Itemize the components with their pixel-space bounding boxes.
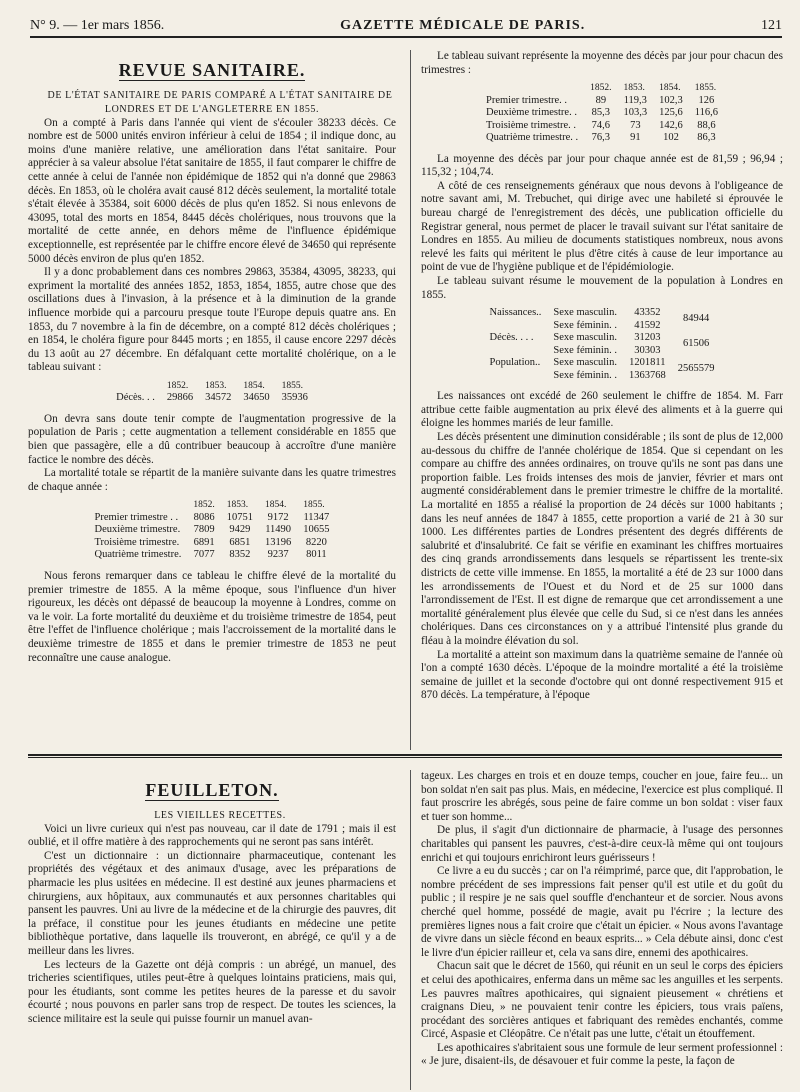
row-label: Naissances..	[489, 307, 542, 319]
cell: 8220	[305, 536, 327, 548]
population-table	[484, 307, 721, 382]
row-label: Décès. . .	[116, 392, 155, 404]
paragraph: Nous ferons remarquer dans ce tableau le chiffre élevé de la mortalité du premier trimestre de 1855. A la même époque, sous l'influence d'un hiver rigoureux, les décès ont dépassé de beaucoup la moyenne à Londres, comme on va le voir. La forte mortalité du deuxième et du troisième trimestre de 1854, peut être l'effet de l'influence cholérique ; mais l'accroissement de la mortalité dans le deuxième trimestre de 1855 et dans le premier trimestre de 1853 ne peut reconnaître une cause analogue.	[28, 569, 396, 664]
total-cell: 2565579	[677, 363, 715, 375]
paragraph: Le tableau suivant résume le mouvement de la population à Londres en 1855.	[421, 275, 783, 301]
feuilleton-left-column	[28, 770, 396, 1090]
row-label: Premier trimestre . .	[94, 511, 179, 523]
paragraph: Le tableau suivant représente la moyenne des décès par jour pour chacun des trimestres :	[421, 50, 783, 76]
row-label: Décès. . . .	[489, 332, 534, 344]
row-label: Quatrième trimestre.	[94, 549, 182, 561]
paragraph: On a compté à Paris dans l'année qui vient de s'écouler 38233 décès. Ce nombre est de 5000 unités environ inférieur à celui de 1854 ; il indique donc, au moins d'une manière relative, une amélioration dans l'état sanitaire. Pour apprécier à sa valeur absolue l'état sanitaire de 1855, il faut comparer le chiffre de cette année à celui de l'année non épidémique de 1852 qui n'a donné que 29863 décès. En 1853, où le choléra avait causé 812 décès seulement, la mortalité totale s'était élevée à 35384, soit 6000 décès de plus qu'en 1852. Si nous enlevons de 43095, total des morts en 1854, 8445 décès cholériques, nous trouvons que la mortalité de cette année, en dehors même de l'influence épidémique exceptionnelle, est représentée par le chiffre encore élevé de 34650 qui représente 5000 décès environ de plus qu'en 1852.	[28, 116, 396, 265]
cell: 6851	[229, 536, 251, 548]
section-divider	[28, 757, 782, 758]
year-header: 1852.	[193, 500, 215, 511]
cell: 88,6	[697, 119, 716, 131]
cell: 11347	[303, 511, 330, 523]
year-header: 1852.	[590, 83, 612, 94]
paragraph: Les apothicaires s'abritaient sous une formule de leur serment professionnel : « Je jure, disaient-ils, de désavouer et fuir comme la peste, la façon de	[421, 1041, 783, 1068]
paragraph: C'est un dictionnaire : un dictionnaire pharmaceutique, contenant les propriétés des végétaux et des animaux d'usage, avec les préparations de pharmacie les plus usitées en médecine. Il est destiné aux jeunes pharmaciens et chirurgiens, aux hôpitaux, aux communautés et aux personnes charitables qui pansent les pauvres. Uni au livre de la médecine et de la chirurgie des pauvres, dit la préface, il constitue pour les jeunes étudiants en médecine une petite bibliothèque portative, dans laquelle ils trouveront, en abrégé, ce qu'il y a de meilleur dans les livres.	[28, 849, 396, 957]
paragraph: A côté de ces renseignements généraux que nous devons à l'obligeance de notre savant ami, M. Trebuchet, qui dirige avec une habileté si éprouvée le bureau chargé de l'enregistrement des décès, une publication officielle du Registrar general, nous permet de placer le travail suivant sur l'état sanitaire de Londres en 1855. Au milieu de documents statistiques nombreux, nous avons relevé les faits qui méritent le plus d'être cités à cause de leur importance au point de vue de l'hygiène publique et de l'épidémiologie.	[421, 179, 783, 274]
paragraph: Les lecteurs de la Gazette ont déjà compris : un abrégé, un manuel, des tricheries scientifiques, utiles peut-être à quelques lointains praticiens, mais qui, pour les étudiants, sont comme les petites heures de la paresse et du savoir écourté ; nous pouvons en parler sans trop de respect. De toutes les sciences, la science militaire est la seule qui puisse fournir un manuel avan-	[28, 958, 396, 1025]
row-label: Deuxième trimestre.	[94, 524, 181, 536]
cell: Sexe féminin. .	[553, 344, 617, 356]
cell: 76,3	[591, 132, 610, 144]
trimestre-table	[88, 499, 335, 562]
cell: 11490	[265, 524, 292, 536]
cell: 6891	[193, 536, 215, 548]
cell: 1363768	[628, 369, 666, 381]
deces-table	[110, 380, 314, 405]
cell: 35936	[281, 392, 308, 404]
cell: 9429	[229, 524, 251, 536]
paragraph: Chacun sait que le décret de 1560, qui réunit en un seul le corps des épiciers et celui des apothicaires, enferma dans un même sac les anguilles et les serpents. Les pauvres maîtres apothicaires, qui signaient pieusement « chrétiens et craignans Dieu, » ne pouvaient tenir contre les épiciers, tous vrais païens, procédant des sorcières antiques et fabriquant des remèdes enchantés, comme Circé, Aspasie et Cléopâtre. Ce n'était pas une lutte, c'était un étouffement.	[421, 960, 783, 1041]
year-header: 1854.	[243, 380, 265, 391]
table-row	[88, 537, 335, 550]
year-header: 1853.	[205, 380, 227, 391]
cell: 116,6	[694, 107, 718, 119]
row-label: Quatrième trimestre. .	[485, 132, 579, 144]
cell: Sexe féminin. .	[553, 369, 617, 381]
table-row	[480, 132, 724, 145]
feuilleton-subtitle: LES VIEILLES RECETTES.	[154, 809, 286, 821]
paragraph: Voici un livre curieux qui n'est pas nouveau, car il date de 1791 ; mais il est oublié, et il offre matière à des rapprochements qui ne seront pas sans intérêt.	[28, 822, 396, 849]
paragraph: La mortalité a atteint son maximum dans la quatrième semaine de l'année où l'on a compté 1630 décès. L'époque de la moindre mortalité a été la troisième semaine de juillet et la seconde d'octobre qui ont donné respectivement 915 et 870 décès. La température, à l'époque	[421, 648, 783, 702]
cell: 74,6	[591, 119, 610, 131]
cell: 34572	[205, 392, 232, 404]
cell: 89	[595, 94, 607, 106]
cell: 13196	[265, 536, 292, 548]
table-row	[484, 332, 721, 345]
cell: Sexe féminin. .	[553, 319, 617, 331]
feuilleton-title: FEUILLETON.	[145, 780, 279, 800]
cell: 119,3	[623, 94, 647, 106]
cell: 103,3	[623, 107, 648, 119]
cell: 8352	[229, 549, 251, 561]
section-divider	[28, 754, 782, 756]
paragraph: La mortalité totale se répartit de la manière suivante dans les quatre trimestres de chaque année :	[28, 467, 396, 493]
table-row	[480, 95, 724, 108]
cell: 125,6	[659, 107, 683, 119]
year-header: 1853.	[226, 500, 249, 511]
revue-right-column	[410, 50, 783, 750]
table-row	[480, 120, 724, 133]
moyenne-table	[480, 82, 724, 145]
cell: 1201811	[629, 357, 666, 369]
cell: 31203	[634, 332, 661, 344]
total-cell: 61506	[682, 338, 710, 350]
cell: 85,3	[591, 107, 610, 119]
table-row	[88, 512, 335, 525]
year-header: 1855.	[303, 500, 325, 511]
table-row	[484, 357, 721, 370]
cell: 10751	[226, 511, 253, 523]
table-row	[484, 307, 721, 320]
cell: Sexe masculin.	[553, 307, 617, 319]
cell: 86,3	[697, 132, 716, 144]
cell: 29866	[166, 392, 194, 404]
year-header: 1855.	[281, 380, 304, 391]
row-label: Population..	[489, 357, 541, 369]
cell: 8086	[193, 511, 215, 523]
cell: 34650	[243, 392, 270, 404]
cell: 102,3	[659, 94, 683, 106]
row-label: Premier trimestre. .	[485, 94, 568, 106]
cell: Sexe masculin.	[553, 332, 617, 344]
page-header	[30, 4, 782, 38]
row-label: Troisième trimestre. .	[485, 119, 577, 131]
paragraph: tageux. Les charges en trois et en douze temps, coucher en joue, faire feu... un bon soldat n'en sait pas plus. Mais, en médecine, l'exercice est plus compliqué. Il faut proscrire les abrégés, sous peine de faire comme un bon soldat : viser faux et tuer son homme...	[421, 770, 783, 823]
total-cell: 84944	[682, 313, 710, 325]
paragraph: Ce livre a eu du succès ; car on l'a réimprimé, parce que, dit l'approbation, le nombre précédent de ses impressions fait penser qu'il est utile et du goût du public ; il respire je ne sais quel souffle d'enchanteur et de sorcier. Nous avons cherché quel homme, possédé de magie, avait pu l'écrire ; la lecture des premières lignes nous a fait croire que c'était un épicier. « Nous avons l'avantage de vivre dans un siècle fécond en beaux esprits... » Cela débute ainsi, donc c'est le livre d'un épicier railleur et, cela va sans dire, ennemi des apothicaires.	[421, 865, 783, 959]
journal-title: GAZETTE MÉDICALE DE PARIS.	[340, 18, 586, 33]
cell: 8011	[306, 549, 327, 561]
section-title: REVUE SANITAIRE.	[118, 60, 306, 80]
year-header: 1852.	[166, 380, 189, 391]
feuilleton-right-column	[410, 770, 783, 1090]
cell: 10655	[303, 524, 330, 536]
paragraph: Il y a donc probablement dans ces nombres 29863, 35384, 43095, 38233, qui expriment la mortalité des années 1852, 1853, 1854, 1855, autre chose que des oscillations dues à l'invasion, à la présence et à la diminution de la grande influence morbide qui a parcouru presque toute l'Europe depuis quatre ans. En 1853, du 7 novembre à la fin de décembre, on a compté 812 décès cholériques ; en 1854, le choléra figure pour 8445 morts ; en 1855, il cause encore 2297 décès du 13 août au 27 décembre. En défalquant cette mortalité cholérique, on a le tableau suivant :	[28, 266, 396, 374]
year-header: 1853.	[623, 83, 645, 94]
paragraph: On devra sans doute tenir compte de l'augmentation progressive de la population de Paris ; cette augmentation a tellement considérable en 1855 que bien que passagère, elle a dû contribuer beaucoup à accroître d'une manière factice le nombre des décès.	[28, 412, 396, 466]
cell: Sexe masculin.	[553, 357, 617, 369]
year-header: 1854.	[659, 83, 681, 94]
issue-number: N° 9. — 1er mars 1856.	[30, 18, 165, 33]
paragraph: Les naissances ont excédé de 260 seulement le chiffre de 1854. M. Farr attribue cette faible augmentation au prix élevé des aliments et à la guerre qui éloigne les hommes mariés de leur famille.	[421, 390, 783, 430]
cell: 91	[630, 132, 641, 144]
year-header: 1855.	[694, 83, 717, 94]
row-label: Troisième trimestre.	[94, 536, 180, 548]
cell: 73	[630, 119, 641, 131]
paragraph: Les décès présentent une diminution considérable ; ils sont de plus de 12,000 au-dessous du chiffre de l'année cholérique de 1854. Que si cependant on les compare au chiffre des années ordinaires, on trouve qu'ils ne sont pas dans une proportion faible. Les froids intenses des mois de janvier, février et mars ont augmenté considérablement dans le premier trimestre le chiffre de la mortalité. La mortalité en 1855 a réalisé la proportion de 24 décès sur 1000 habitants ; dans les neuf années de 1847 à 1855, cette proportion a varié de 21 à 30 sur 1000. Les différentes parties de Londres présentent des degrés différents de salubrité et d'insalubrité. Ce fait se vérifie en examinant les chiffres mortuaires des cinq grands arrondissements dans lesquels se répartissent les trente-six districts de cette ville immense. En 1855, la mortalité a été de 23 sur 1000 dans les arrondissements de l'Ouest et du Nord et de 25 sur 1000 dans l'arrondissement de l'Est. Il est digne de remarque que cet arrondissement a une mortalité généralement plus élevée que celle du Sud, si ce n'est dans les années cholériques. Dans ces circonstances on y a attribué l'intensité plus grande du fléau à la moindre élévation du sol.	[421, 431, 783, 647]
page-number: 121	[761, 18, 782, 33]
section-subtitle: DE L'ÉTAT SANITAIRE DE PARIS COMPARÉ A L'ÉTAT SANITAIRE DE LONDRES ET DE L'ANGLETERRE EN 1855.	[47, 89, 393, 115]
cell: 7809	[193, 524, 215, 536]
revue-left-column	[28, 50, 396, 740]
table-row	[480, 107, 724, 120]
year-header: 1854.	[265, 500, 287, 511]
table-row	[88, 524, 335, 537]
cell: 43352	[634, 307, 661, 319]
cell: 102	[663, 132, 679, 144]
paragraph: La moyenne des décès par jour pour chaque année est de 81,59 ; 96,94 ; 115,32 ; 104,74.	[421, 152, 783, 179]
cell: 142,6	[659, 119, 683, 131]
row-label: Deuxième trimestre. .	[485, 107, 577, 119]
cell: 9172	[267, 511, 289, 523]
paragraph: De plus, il s'agit d'un dictionnaire de pharmacie, à l'usage des personnes charitables qui pansent les pauvres, c'est-à-dire ceux-là même qui ont toujours enrichi et qui toujours enrichiront leurs guérisseurs !	[421, 824, 783, 864]
cell: 41592	[634, 319, 661, 331]
cell: 30303	[634, 344, 661, 356]
cell: 7077	[193, 549, 215, 561]
cell: 126	[698, 94, 715, 106]
table-row	[88, 549, 335, 562]
cell: 9237	[267, 549, 289, 561]
